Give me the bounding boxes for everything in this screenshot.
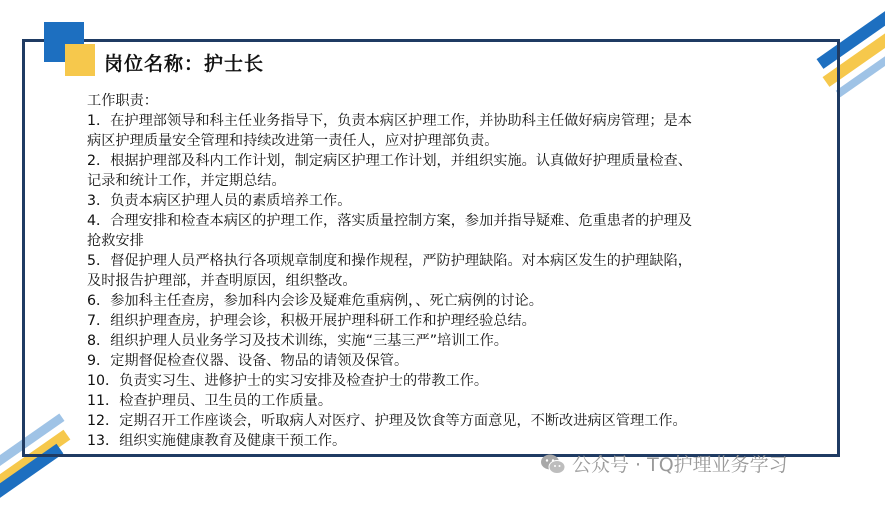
duty-line: 4．合理安排和检查本病区的护理工作，落实质量控制方案，参加并指导疑难、危重患者的护理及 [87,213,692,229]
duty-line: 记录和统计工作，并定期总结。 [87,173,286,189]
duty-line: 病区护理质量安全管理和持续改进第一责任人，应对护理部负责。 [87,133,499,149]
duty-line: 13．组织实施健康教育及健康干预工作。 [87,433,347,449]
duties-content [87,91,812,451]
watermark [540,450,788,477]
duty-line: 1．在护理部领导和科主任业务指导下，负责本病区护理工作，并协助科主任做好病房管理；是本 [87,113,692,129]
duty-line: 3．负责本病区护理人员的素质培养工作。 [87,193,352,209]
duty-line: 及时报告护理部，并查明原因，组织整改。 [87,273,357,289]
duty-line: 抢救安排 [87,233,144,249]
title-decor-yellow-square [65,44,95,76]
duty-line: 2．根据护理部及科内工作计划，制定病区护理工作计划，并组织实施。认真做好护理质量检查、 [87,153,692,169]
duty-line: 5．督促护理人员严格执行各项规章制度和操作规程，严防护理缺陷。对本病区发生的护理缺陷， [87,253,692,269]
duty-line: 12．定期召开工作座谈会，听取病人对医疗、护理及饮食等方面意见，不断改进病区管理工作。 [87,413,687,429]
wechat-icon [540,453,566,475]
duty-line: 9．定期督促检查仪器、设备、物品的请领及保管。 [87,353,409,369]
page-title: 岗位名称：护士长 [104,53,265,75]
duty-line: 11．检查护理员、卫生员的工作质量。 [87,393,333,409]
duty-line: 10．负责实习生、进修护士的实习安排及检查护士的带教工作。 [87,373,489,389]
duty-line: 8．组织护理人员业务学习及技术训练，实施“三基三严”培训工作。 [87,333,508,349]
watermark-text: 公众号 · TQ护理业务学习 [572,454,788,476]
section-label: 工作职责： [87,93,158,109]
duty-line: 7．组织护理查房，护理会诊，积极开展护理科研工作和护理经验总结。 [87,313,536,329]
duty-line: 6．参加科主任查房，参加科内会诊及疑难危重病例，、死亡病例的讨论。 [87,293,543,309]
